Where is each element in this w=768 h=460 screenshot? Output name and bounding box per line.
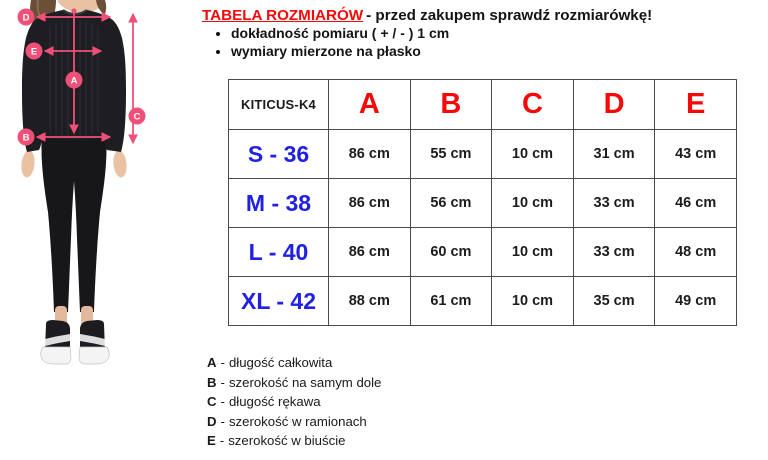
size-label: XL - 42 — [229, 277, 329, 326]
size-label: S - 36 — [229, 130, 329, 179]
legend-separator: - — [220, 394, 225, 409]
value-cell: 61 cm — [410, 277, 492, 326]
size-table — [228, 79, 737, 326]
table-row — [229, 228, 737, 277]
column-header-c: C — [492, 80, 574, 130]
measure-dot-a — [71, 8, 76, 13]
value-cell: 43 cm — [655, 130, 737, 179]
legend-description: długość rękawa — [228, 394, 321, 409]
table-row — [229, 179, 737, 228]
legend-description: szerokość na samym dole — [228, 374, 382, 390]
notes-list — [212, 25, 449, 60]
value-cell: 49 cm — [655, 277, 737, 326]
legend-description: szerokość w ramionach — [228, 413, 367, 429]
marker-label-a: A — [70, 75, 78, 87]
table-header-row — [229, 80, 737, 130]
value-cell: 31 cm — [573, 130, 655, 179]
column-header-d: D — [573, 80, 655, 130]
marker-label-d: D — [22, 12, 30, 24]
value-cell: 33 cm — [573, 179, 655, 228]
page-title — [202, 7, 762, 24]
legend-item-c — [207, 394, 381, 414]
table-row — [229, 277, 737, 326]
value-cell: 10 cm — [492, 228, 574, 277]
model-hand-right — [112, 150, 128, 178]
legend-item-d — [207, 414, 381, 434]
value-cell: 86 cm — [329, 228, 411, 277]
title-highlight: TABELA ROZMIARÓW — [202, 7, 364, 24]
table-row — [229, 130, 737, 179]
column-header-b: B — [410, 80, 492, 130]
model-photo-illustration — [0, 0, 190, 370]
sneaker-right — [79, 320, 109, 364]
size-label: L - 40 — [229, 228, 329, 277]
value-cell: 35 cm — [573, 277, 655, 326]
legend-item-e — [207, 433, 381, 453]
value-cell: 88 cm — [329, 277, 411, 326]
model-photo — [0, 0, 190, 370]
legend-separator: - — [220, 374, 225, 390]
legend-separator: - — [219, 433, 225, 448]
marker-label-b: B — [22, 132, 30, 144]
legend-description: długość całkowita — [228, 355, 333, 370]
value-cell: 86 cm — [329, 179, 411, 228]
value-cell: 56 cm — [410, 179, 492, 228]
model-leggings — [41, 132, 106, 312]
column-header-e: E — [655, 80, 737, 130]
note-accuracy: • dokładność pomiaru ( + / - ) 1 cm — [231, 25, 449, 43]
value-cell: 46 cm — [655, 179, 737, 228]
note-flat-measure: • wymiary mierzone na płasko — [231, 43, 449, 61]
legend-letter: A — [207, 355, 217, 370]
legend-letter: C — [207, 394, 217, 409]
value-cell: 10 cm — [492, 179, 574, 228]
value-cell: 48 cm — [655, 228, 737, 277]
value-cell: 33 cm — [573, 228, 655, 277]
legend-letter: B — [207, 374, 217, 390]
legend-letter: D — [207, 413, 217, 429]
measurement-legend — [207, 355, 381, 453]
value-cell: 55 cm — [410, 130, 492, 179]
legend-description: szerokość w biuście — [228, 433, 346, 448]
value-cell: 86 cm — [329, 130, 411, 179]
value-cell: 10 cm — [492, 130, 574, 179]
legend-separator: - — [220, 413, 225, 429]
legend-separator: - — [220, 355, 225, 370]
model-hand-left — [20, 150, 36, 178]
sneaker-left — [41, 320, 71, 364]
legend-letter: E — [207, 433, 216, 448]
marker-label-e: E — [30, 46, 38, 58]
size-label: M - 38 — [229, 179, 329, 228]
value-cell: 60 cm — [410, 228, 492, 277]
column-header-a: A — [329, 80, 411, 130]
product-code-cell: KITICUS-K4 — [229, 80, 329, 130]
title-rest: - przed zakupem sprawdź rozmiarówkę! — [366, 7, 653, 24]
legend-item-b — [207, 375, 381, 395]
marker-label-c: C — [133, 111, 141, 123]
legend-item-a — [207, 355, 381, 375]
value-cell: 10 cm — [492, 277, 574, 326]
